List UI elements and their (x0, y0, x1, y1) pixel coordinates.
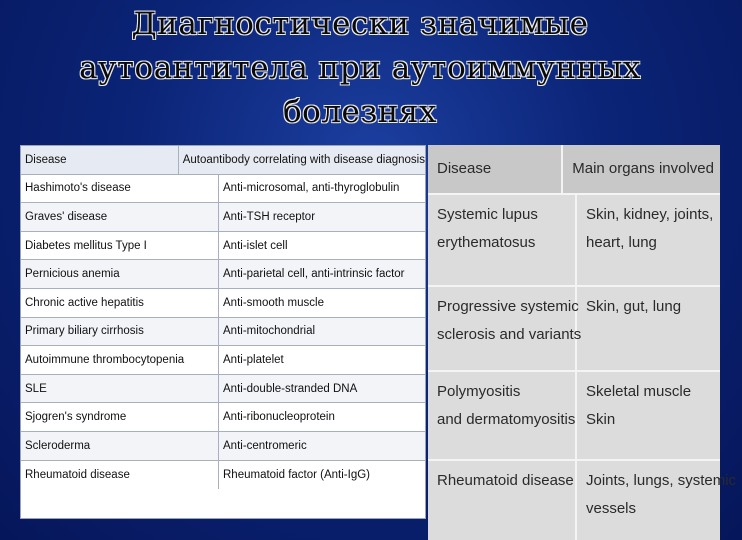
table-row (21, 461, 425, 490)
table-row (21, 403, 425, 432)
title-line-1: Диагностически значимые (131, 6, 589, 42)
disease-line: Progressive systemic (437, 298, 579, 315)
autoantibody-cell: Anti-parietal cell, anti-intrinsic factor (223, 268, 405, 281)
disease-line: Polymyositis (437, 383, 521, 400)
table-row (21, 203, 425, 232)
organs-cell (577, 195, 720, 285)
organs-line: Skin, kidney, joints, (586, 206, 714, 223)
organs-line: Skeletal muscle (586, 383, 692, 400)
header-disease: Disease (21, 146, 179, 174)
title-line-2: аутоантитела при аутоиммунных (79, 50, 641, 86)
disease-cell: Diabetes mellitus Type I (21, 232, 219, 260)
header-organs: Main organs involved (572, 160, 714, 177)
autoantibody-cell: Anti-double-stranded DNA (223, 382, 358, 395)
table-row (21, 260, 425, 289)
organs-line: Skin, gut, lung (586, 298, 682, 315)
table-header-row (428, 145, 720, 195)
header-autoantibody: Autoantibody correlating with disease diagnosis (182, 153, 425, 166)
disease-line: sclerosis and variants (437, 326, 582, 343)
autoantibody-cell: Anti-ribonucleoprotein (223, 411, 335, 424)
disease-cell (428, 372, 577, 459)
table-row (21, 318, 425, 347)
table-row (21, 289, 425, 318)
autoantibody-cell: Anti-TSH receptor (223, 210, 316, 223)
table-row (428, 372, 720, 461)
autoantibody-cell: Anti-mitochondrial (223, 325, 316, 338)
header-disease: Disease (428, 145, 563, 193)
autoantibody-cell: Rheumatoid factor (Anti-IgG) (223, 468, 371, 481)
organs-line: Joints, lungs, systemic (586, 472, 737, 489)
disease-cell: Primary biliary cirrhosis (21, 318, 219, 346)
table-row (21, 232, 425, 261)
disease-cell (428, 195, 577, 285)
disease-line: and dermatomyositis (437, 411, 576, 428)
table-row (428, 195, 720, 287)
autoantibody-cell: Anti-microsomal, anti-thyroglobulin (223, 182, 400, 195)
table-header-row (21, 146, 425, 175)
slide-title (0, 2, 720, 134)
organs-line: Skin (586, 411, 616, 428)
organs-cell (577, 461, 742, 540)
organs-line: heart, lung (586, 234, 657, 251)
organs-table (428, 145, 737, 540)
disease-line: Systemic lupus (437, 206, 538, 223)
organs-line: vessels (586, 500, 637, 517)
table-row (428, 287, 720, 372)
autoantibody-table (20, 145, 426, 519)
disease-cell: Graves' disease (21, 203, 219, 231)
title-line-3: болезнях (283, 94, 437, 130)
autoantibody-cell: Anti-centromeric (223, 439, 307, 452)
autoantibody-cell: Anti-smooth muscle (223, 296, 324, 309)
disease-cell: Pernicious anemia (21, 260, 219, 288)
disease-line: erythematosus (437, 234, 536, 251)
disease-cell: Sjogren's syndrome (21, 403, 219, 431)
table-row (21, 432, 425, 461)
disease-line: Rheumatoid disease (437, 472, 574, 489)
autoantibody-cell: Anti-islet cell (223, 239, 288, 252)
organs-cell (577, 372, 720, 459)
disease-cell: SLE (21, 375, 219, 403)
table-row (21, 175, 425, 204)
disease-cell: Scleroderma (21, 432, 219, 460)
disease-cell: Chronic active hepatitis (21, 289, 219, 317)
table-row (21, 375, 425, 404)
disease-cell: Hashimoto's disease (21, 175, 219, 203)
organs-cell (577, 287, 720, 370)
disease-cell: Autoimmune thrombocytopenia (21, 346, 219, 374)
table-row (428, 461, 737, 540)
table-row (21, 346, 425, 375)
disease-cell (428, 287, 582, 370)
autoantibody-cell: Anti-platelet (223, 353, 284, 366)
disease-cell: Rheumatoid disease (21, 461, 219, 490)
disease-cell (428, 461, 577, 540)
